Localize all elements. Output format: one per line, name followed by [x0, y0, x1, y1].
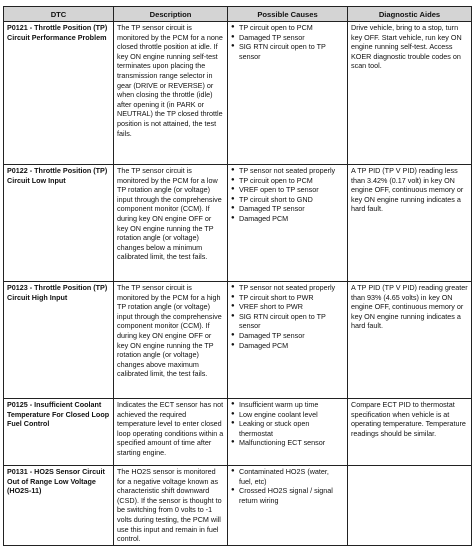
description-cell: The TP sensor circuit is monitored by the PCM for a high TP rotation angle (or voltage) input through the comprehensive component monitor (CCM). If during key ON engine OFF or key ON engine running the TP rotation angle (or voltage) changes above maximum calibrated limit, the test fails.: [114, 282, 228, 399]
cause-item: ● Damaged TP sensor: [231, 331, 344, 341]
cause-item: ● Damaged PCM: [231, 341, 344, 351]
causes-list: [231, 23, 344, 61]
table-row: [4, 399, 472, 466]
diagnostic-aides-cell: [348, 466, 472, 546]
dtc-code-cell: P0122 - Throttle Position (TP) Circuit Low Input: [4, 165, 114, 282]
causes-list: [231, 400, 344, 448]
description-cell: The TP sensor circuit is monitored by the PCM for a none closed throttle position at idle. If key ON engine running self-test terminates upon placing the transmission range selector in gear (DRIVE or REVERSE) or when closing the throttle (idle) after opening it (in PARK or NEUTRAL) the TP closed throttle position is not attained, the test fails.: [114, 22, 228, 165]
cause-item: ● Contaminated HO2S (water, fuel, etc): [231, 467, 344, 486]
dtc-code-cell: P0123 - Throttle Position (TP) Circuit High Input: [4, 282, 114, 399]
cause-item: ● TP circuit open to PCM: [231, 176, 344, 186]
cause-item: ● Damaged TP sensor: [231, 33, 344, 43]
causes-list: [231, 166, 344, 224]
cause-item: ● Leaking or stuck open thermostat: [231, 419, 344, 438]
possible-causes-cell: [228, 282, 348, 399]
cause-item: ● TP circuit short to PWR: [231, 293, 344, 303]
possible-causes-cell: [228, 165, 348, 282]
possible-causes-cell: [228, 399, 348, 466]
causes-list: [231, 283, 344, 350]
cause-item: ● VREF open to TP sensor: [231, 185, 344, 195]
description-cell: The HO2S sensor is monitored for a negative voltage known as characteristic shift downward (CSD). If the sensor is thought to be switching from 0 volts to -1 volts during testing, the PCM will use this input and remain in fuel control.: [114, 466, 228, 546]
cause-item: ● Damaged TP sensor: [231, 204, 344, 214]
description-cell: The TP sensor circuit is monitored by the PCM for a low TP rotation angle (or voltage) input through the comprehensive component monitor (CCM). If during key ON engine OFF or key ON engine running the TP rotation angle (or voltage) changes below a minimum calibrated limit, the test fails.: [114, 165, 228, 282]
header-dtc: DTC: [4, 7, 114, 22]
cause-item: ● SIG RTN circuit open to TP sensor: [231, 312, 344, 331]
header-row: [4, 7, 472, 22]
table-row: [4, 165, 472, 282]
dtc-table-page: [3, 6, 471, 544]
causes-list: [231, 467, 344, 505]
diagnostic-aides-cell: Compare ECT PID to thermostat specification when vehicle is at operating temperature. Temperature readings should be similar.: [348, 399, 472, 466]
cause-item: ● Damaged PCM: [231, 214, 344, 224]
header-diagnostic-aides: Diagnostic Aides: [348, 7, 472, 22]
description-cell: Indicates the ECT sensor has not achieved the required temperature level to enter closed loop operating conditions within a specified amount of time after starting engine.: [114, 399, 228, 466]
cause-item: ● TP circuit open to PCM: [231, 23, 344, 33]
dtc-code-cell: P0125 - Insufficient Coolant Temperature For Closed Loop Fuel Control: [4, 399, 114, 466]
cause-item: ● TP sensor not seated properly: [231, 166, 344, 176]
header-description: Description: [114, 7, 228, 22]
cause-item: ● Low engine coolant level: [231, 410, 344, 420]
possible-causes-cell: [228, 22, 348, 165]
diagnostic-aides-cell: A TP PID (TP V PID) reading less than 3.42% (0.17 volt) in key ON engine OFF, continuous memory or key ON engine running indicates a hard fault.: [348, 165, 472, 282]
cause-item: ● TP circuit short to GND: [231, 195, 344, 205]
diagnostic-aides-cell: Drive vehicle, bring to a stop, turn key OFF. Start vehicle, run key ON engine running self-test. Access KOER diagnostic trouble codes on scan tool.: [348, 22, 472, 165]
cause-item: ● TP sensor not seated properly: [231, 283, 344, 293]
cause-item: ● SIG RTN circuit open to TP sensor: [231, 42, 344, 61]
dtc-code-cell: P0131 - HO2S Sensor Circuit Out of Range Low Voltage (HO2S-11): [4, 466, 114, 546]
dtc-table: [3, 6, 472, 546]
dtc-code-cell: P0121 - Throttle Position (TP) Circuit Performance Problem: [4, 22, 114, 165]
diagnostic-aides-cell: A TP PID (TP V PID) reading greater than 93% (4.65 volts) in key ON engine OFF, continuous memory or key ON engine running indicates a hard fault.: [348, 282, 472, 399]
cause-item: ● Malfunctioning ECT sensor: [231, 438, 344, 448]
table-row: [4, 22, 472, 165]
cause-item: ● Insufficient warm up time: [231, 400, 344, 410]
table-row: [4, 466, 472, 546]
cause-item: ● Crossed HO2S signal / signal return wiring: [231, 486, 344, 505]
possible-causes-cell: [228, 466, 348, 546]
header-possible-causes: Possible Causes: [228, 7, 348, 22]
table-row: [4, 282, 472, 399]
cause-item: ● VREF short to PWR: [231, 302, 344, 312]
